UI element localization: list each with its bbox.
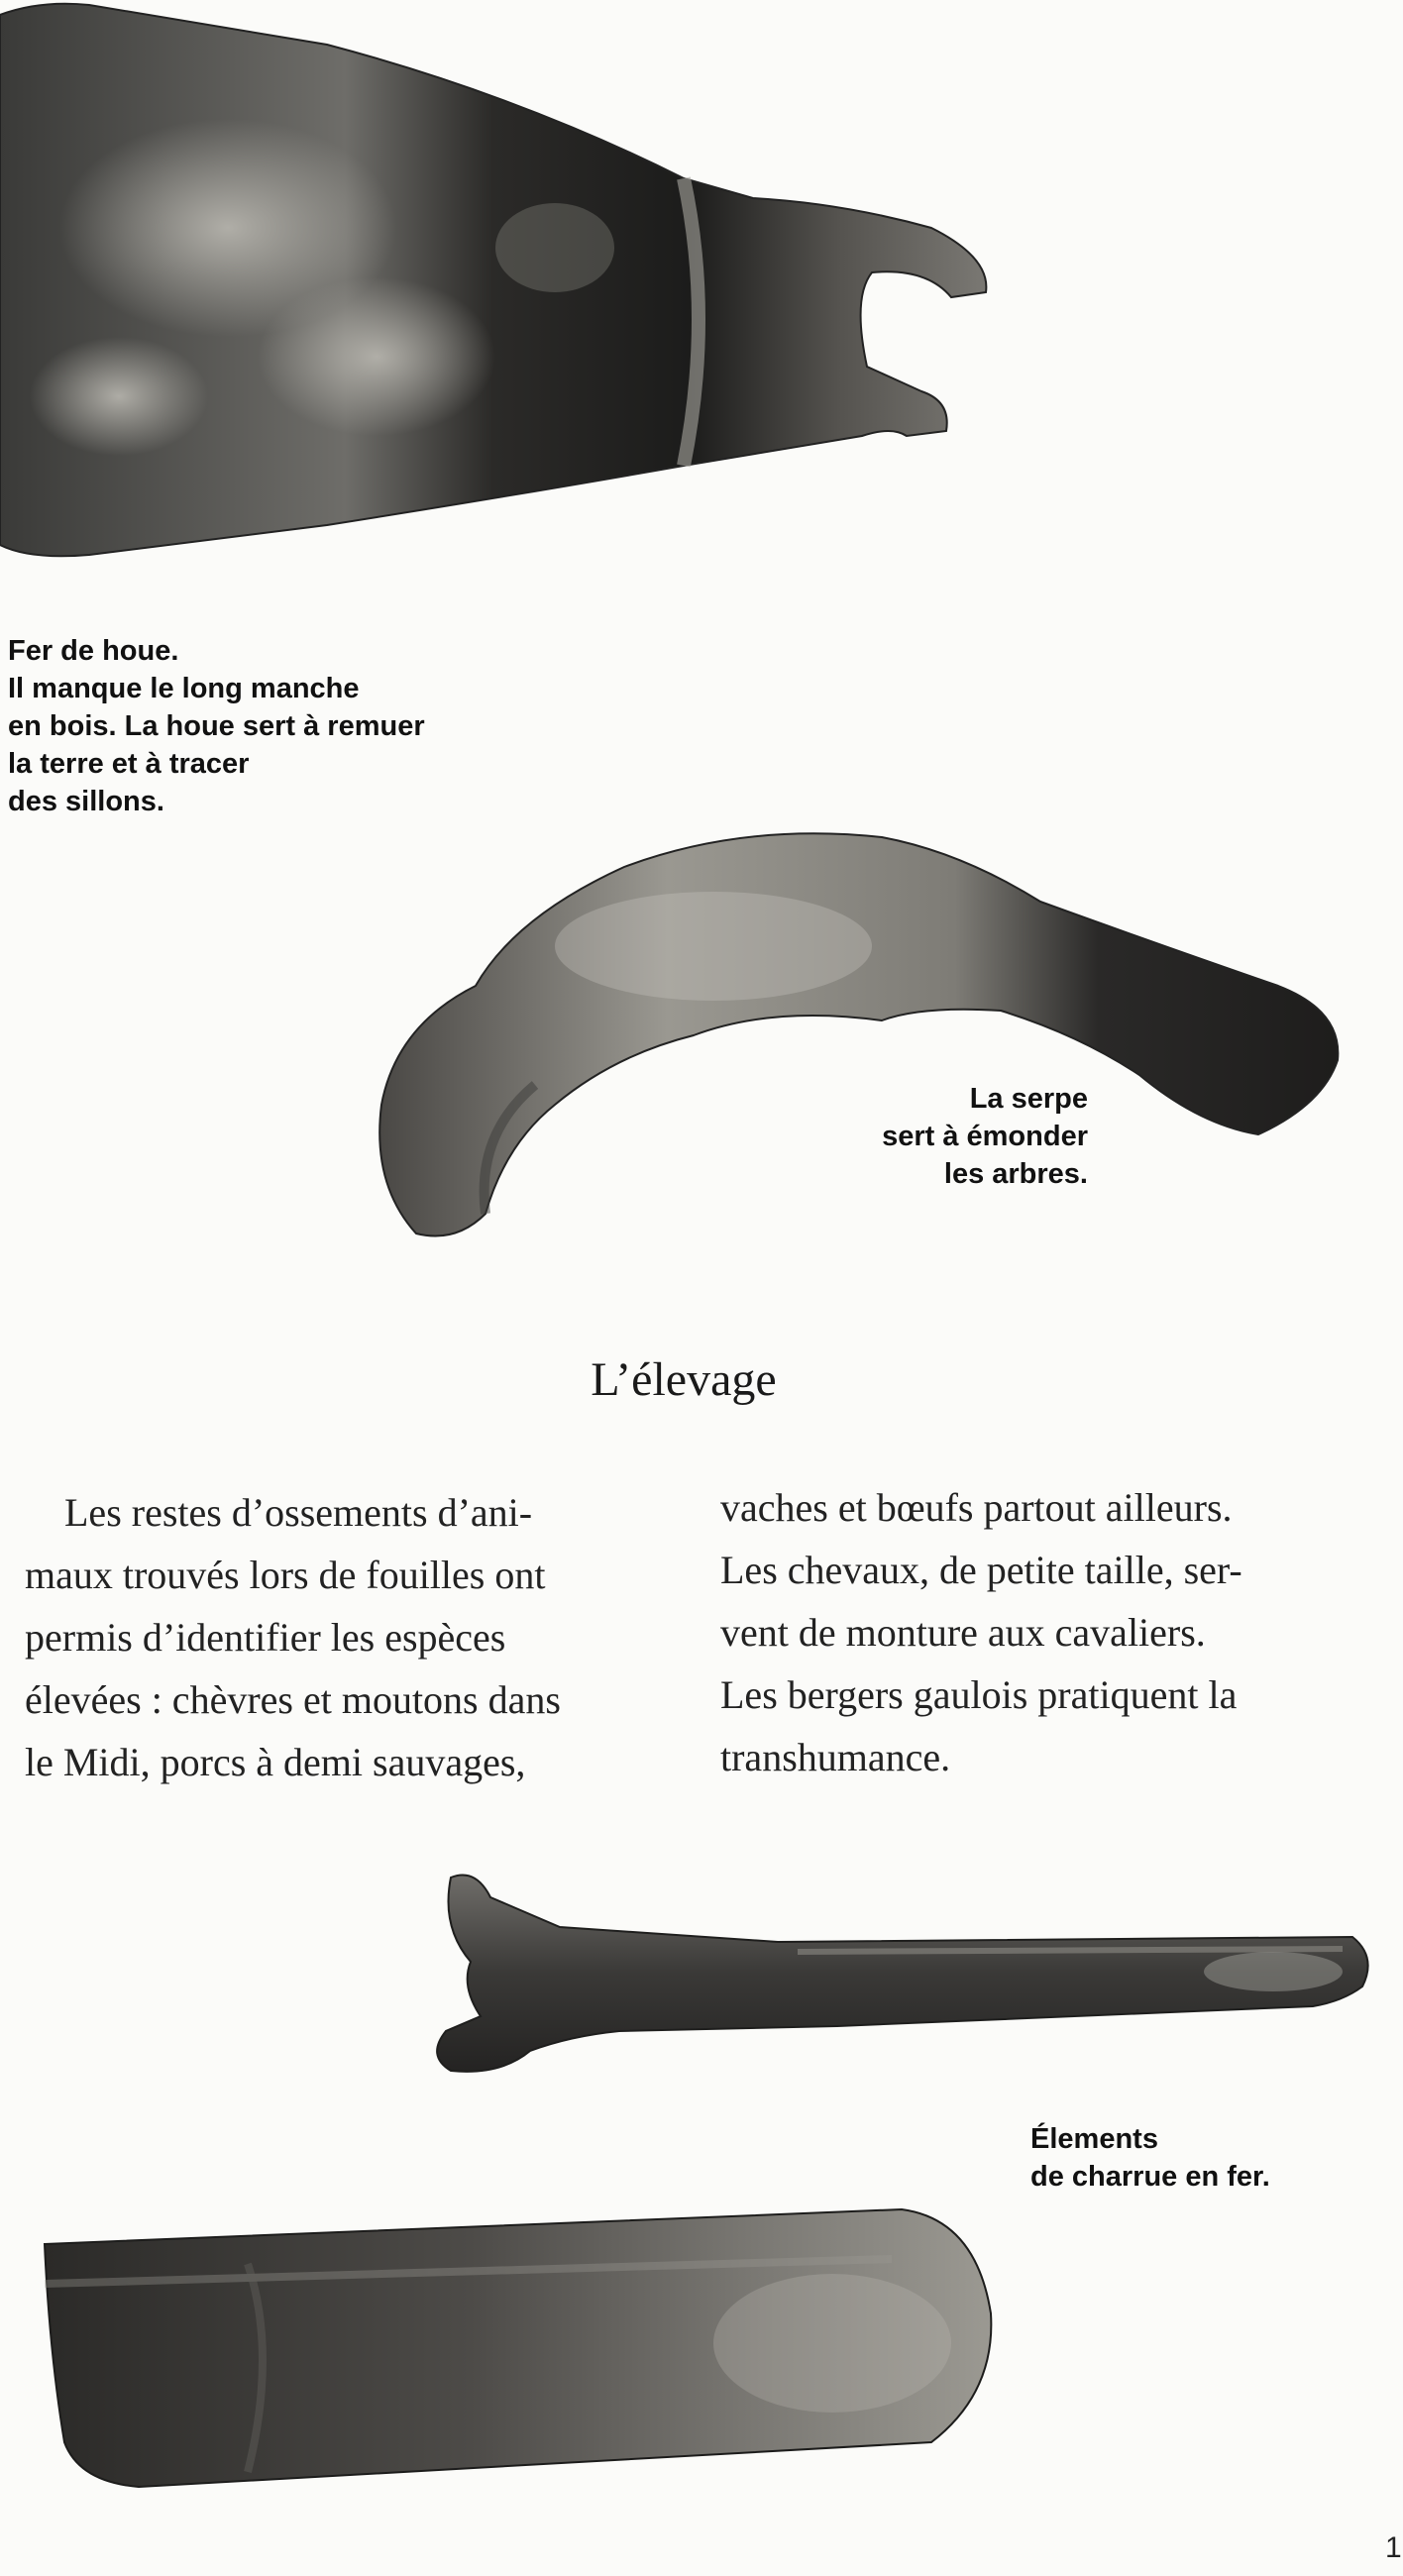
hoe-caption-line: la terre et à tracer — [8, 748, 250, 780]
plough-part-1-photo — [421, 1868, 1372, 2081]
body-text-line: Les chevaux, de petite taille, ser- — [720, 1548, 1242, 1592]
page-number: 1 — [1385, 2531, 1402, 2564]
body-text-line: Les restes d’ossements d’ani- — [25, 1490, 533, 1535]
body-text-line: vent de monture aux cavaliers. — [720, 1610, 1206, 1655]
plough-part-2-photo — [40, 2204, 1011, 2502]
plough-caption-line: de charrue en fer. — [1030, 2161, 1270, 2193]
hoe-caption-line: en bois. La houe sert à remuer — [8, 710, 425, 742]
section-heading: L’élevage — [591, 1353, 777, 1406]
hoe-caption-line: Il manque le long manche — [8, 673, 360, 704]
body-text-line: transhumance. — [720, 1735, 951, 1779]
plough-part-2-illustration — [40, 2204, 1011, 2502]
sickle-caption-line: les arbres. — [943, 1158, 1088, 1190]
hoe-illustration — [0, 0, 1001, 575]
sickle-caption-line: La serpe — [969, 1083, 1088, 1115]
body-text-line: maux trouvés lors de fouilles ont — [25, 1553, 546, 1597]
body-text-line: permis d’identifier les espèces — [25, 1615, 506, 1660]
body-text-line: le Midi, porcs à demi sauvages, — [25, 1740, 526, 1784]
hoe-caption-line: des sillons. — [8, 786, 164, 817]
body-text-line: Les bergers gaulois pratiquent la — [720, 1672, 1238, 1717]
sickle-caption — [753, 1080, 1088, 1193]
sickle-caption-line: sert à émonder — [882, 1121, 1088, 1152]
plough-caption-line: Élements — [1030, 2123, 1158, 2155]
hoe-caption-line: Fer de houe. — [8, 635, 179, 667]
plough-part-1-illustration — [421, 1868, 1372, 2081]
hoe-photo — [0, 0, 1001, 575]
hoe-caption — [8, 632, 425, 820]
body-text-right-column — [720, 1476, 1354, 1788]
body-text-line: vaches et bœufs partout ailleurs. — [720, 1485, 1233, 1530]
plough-caption — [1030, 2120, 1270, 2196]
body-text-line: élevées : chèvres et moutons dans — [25, 1677, 561, 1722]
body-text-left-column — [25, 1481, 659, 1793]
